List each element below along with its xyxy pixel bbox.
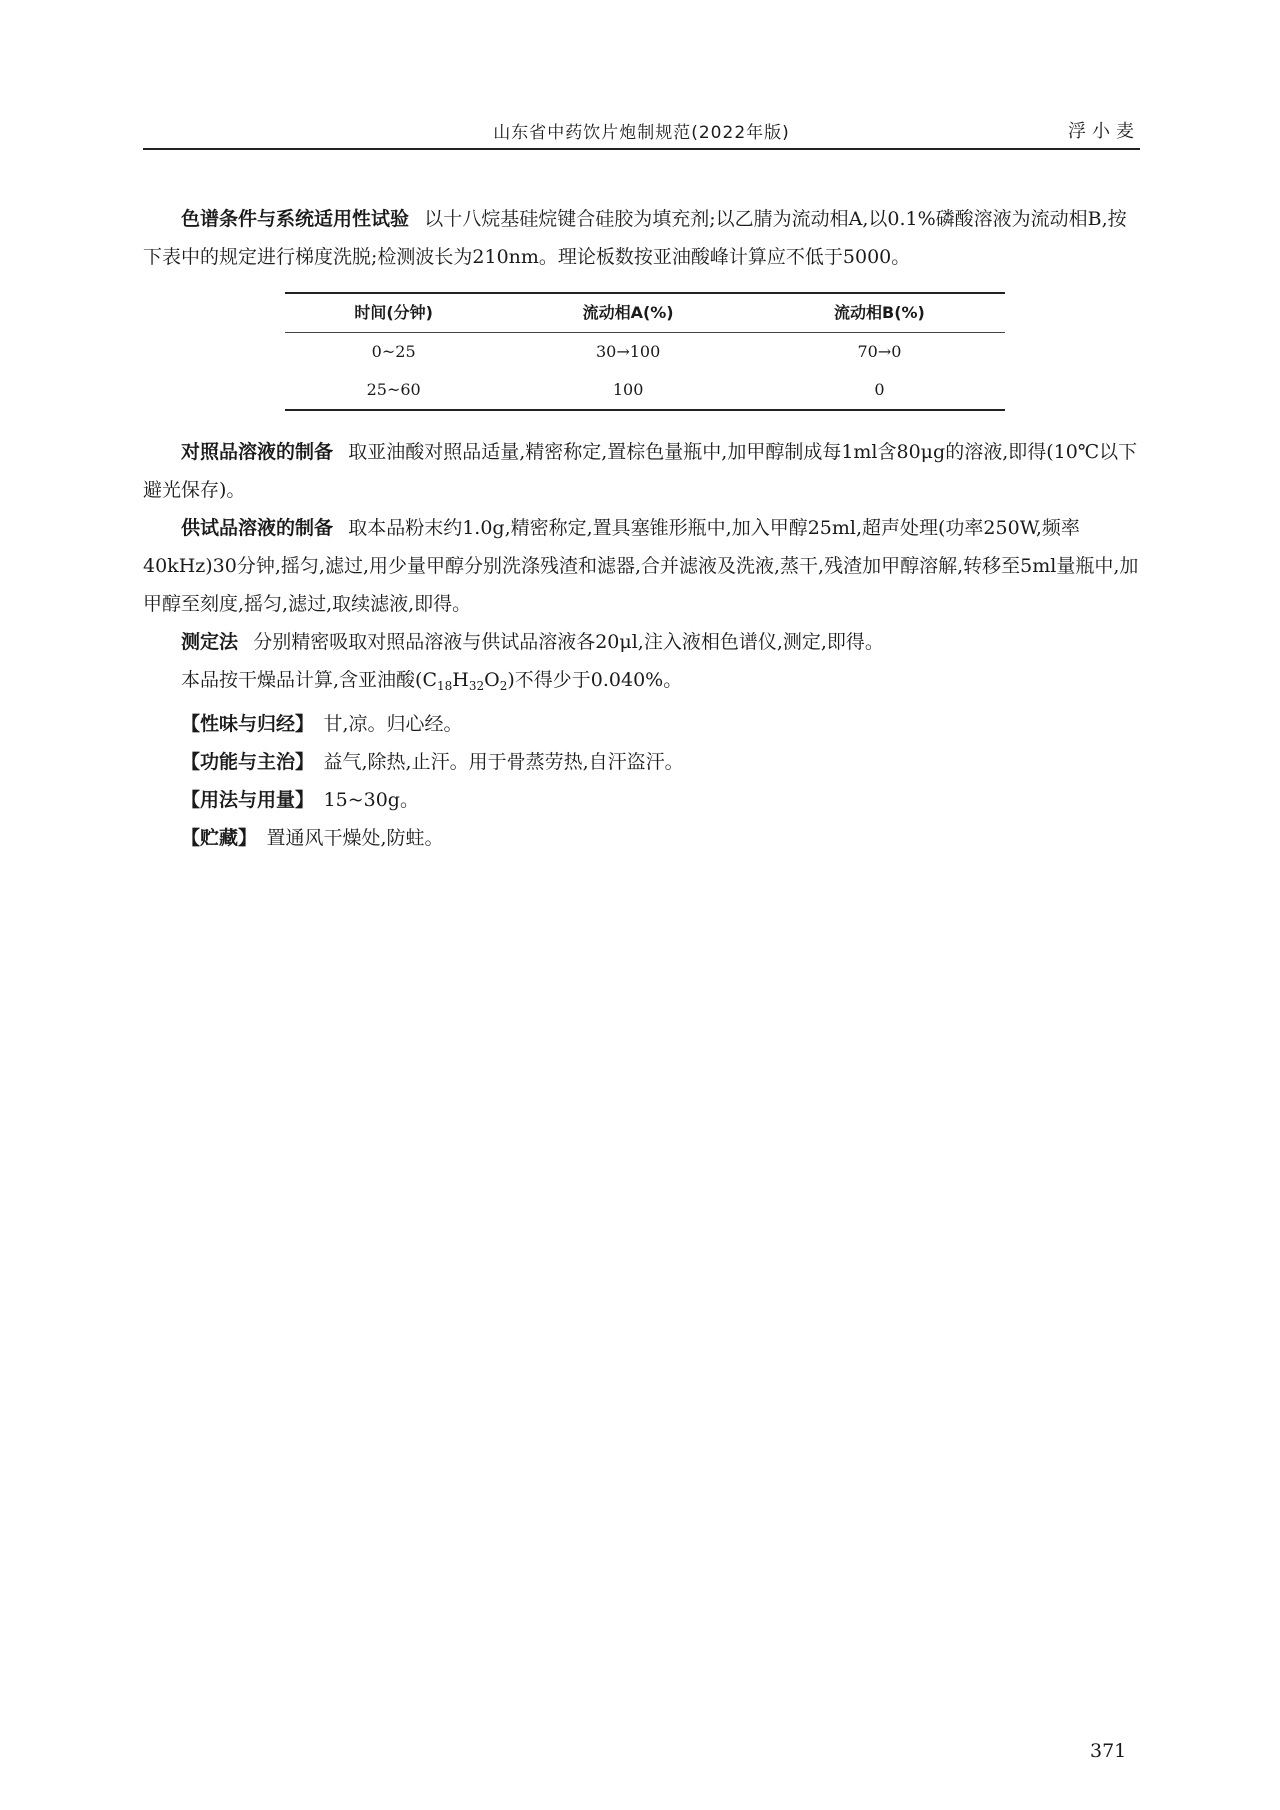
section-label: 【用法与用量】 bbox=[181, 789, 315, 811]
table-cell: 0~25 bbox=[371, 342, 416, 361]
section-label: 【功能与主治】 bbox=[181, 751, 315, 773]
main-content bbox=[143, 200, 1140, 857]
method-paragraph bbox=[143, 623, 1140, 661]
formula-subscript: 18 bbox=[437, 679, 453, 693]
reference-heading: 对照品溶液的制备 bbox=[181, 441, 334, 463]
section-text: 益气,除热,止汗。用于骨蒸劳热,自汗盗汗。 bbox=[323, 751, 684, 773]
chromatography-paragraph bbox=[143, 200, 1140, 276]
section-text: 甘,凉。归心经。 bbox=[323, 713, 463, 735]
table-cell: 0 bbox=[874, 380, 885, 399]
table-row bbox=[285, 333, 1005, 372]
table-cell: 70→0 bbox=[857, 342, 902, 361]
method-heading: 测定法 bbox=[181, 631, 239, 653]
column-header-phase-b: 流动相B(%) bbox=[754, 293, 1005, 333]
book-title: 山东省中药饮片炮制规范(2022年版) bbox=[493, 123, 790, 143]
chromatography-text: 以十八烷基硅烷键合硅胶为填充剂;以乙腈为流动相A,以0.1%磷酸溶液为流动相B,按下表中的规定进行梯度洗脱;检测波长为210nm。理论板数按亚油酸峰计算应不低于5000。 bbox=[143, 208, 1127, 268]
section-label: 【性味与归经】 bbox=[181, 713, 315, 735]
sample-heading: 供试品溶液的制备 bbox=[181, 517, 334, 539]
drug-name: 浮小麦 bbox=[1068, 121, 1140, 142]
gradient-table bbox=[285, 292, 1005, 411]
section-storage bbox=[143, 819, 1140, 857]
sample-text: 取本品粉末约1.0g,精密称定,置具塞锥形瓶中,加入甲醇25ml,超声处理(功率250W,频率40kHz)30分钟,摇匀,滤过,用少量甲醇分别洗涤残渣和滤器,合并滤液及洗液,蒸干,残渣加甲醇溶解,转移至5ml量瓶中,加甲醇至刻度,摇匀,滤过,取续滤液,即得。 bbox=[143, 517, 1139, 615]
formula-subscript: 32 bbox=[468, 679, 485, 693]
content-suffix: )不得少于0.040%。 bbox=[507, 669, 683, 691]
page-number: 371 bbox=[1090, 1740, 1127, 1762]
reference-text: 取亚油酸对照品适量,精密称定,置棕色量瓶中,加甲醇制成每1ml含80μg的溶液,即得(10℃以下避光保存)。 bbox=[143, 441, 1138, 501]
formula-element: O bbox=[484, 669, 500, 691]
section-text: 置通风干燥处,防蛀。 bbox=[266, 827, 444, 849]
reference-paragraph bbox=[143, 433, 1140, 509]
formula-subscript: 2 bbox=[499, 679, 508, 693]
content-paragraph bbox=[143, 661, 1140, 705]
table-cell: 25~60 bbox=[366, 380, 421, 399]
content-prefix: 本品按干燥品计算,含亚油酸(C bbox=[181, 669, 437, 691]
column-header-phase-a: 流动相A(%) bbox=[502, 293, 754, 333]
column-header-time: 时间(分钟) bbox=[285, 293, 502, 333]
formula-element: H bbox=[452, 669, 469, 691]
section-text: 15~30g。 bbox=[323, 789, 419, 811]
section-property bbox=[143, 705, 1140, 743]
table-row bbox=[285, 371, 1005, 410]
table-cell: 100 bbox=[612, 380, 644, 399]
section-function bbox=[143, 743, 1140, 781]
section-dosage bbox=[143, 781, 1140, 819]
table-header-row bbox=[285, 293, 1005, 333]
section-label: 【贮藏】 bbox=[181, 827, 258, 849]
chromatography-heading: 色谱条件与系统适用性试验 bbox=[181, 208, 410, 230]
running-header bbox=[143, 108, 1140, 150]
table-cell: 30→100 bbox=[595, 342, 661, 361]
sample-paragraph bbox=[143, 509, 1140, 623]
method-text: 分别精密吸取对照品溶液与供试品溶液各20μl,注入液相色谱仪,测定,即得。 bbox=[253, 631, 884, 653]
